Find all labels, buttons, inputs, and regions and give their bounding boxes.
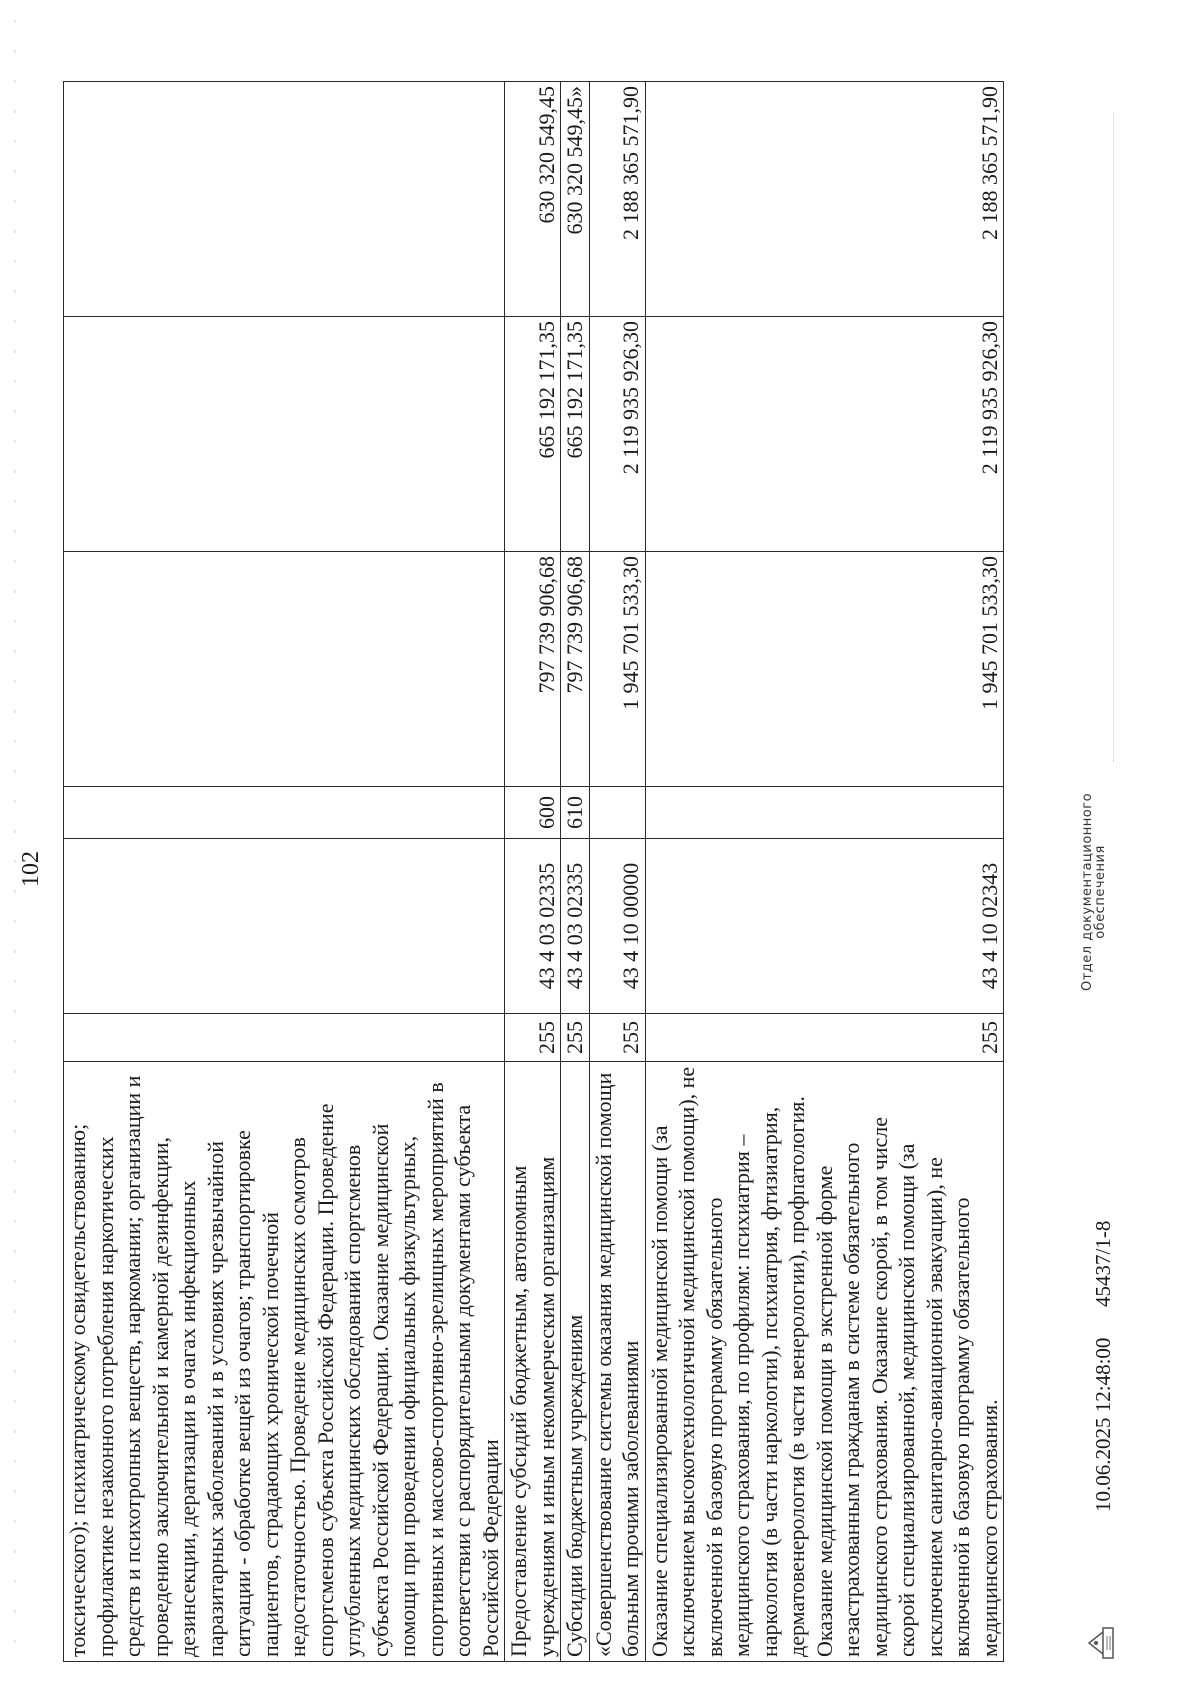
table-row <box>64 82 505 1662</box>
row-name: «Совершенствование системы оказания медицинской помощи больным прочими заболеваниями <box>589 1062 645 1662</box>
expense-type <box>64 787 505 839</box>
table-row <box>645 82 1004 1662</box>
target-article <box>64 839 505 1014</box>
document-code: 45437/1-8 <box>1091 1220 1115 1307</box>
amount-year-3: 2 188 365 571,90 <box>589 82 645 317</box>
expense-type <box>589 787 645 839</box>
ministry-code: 255 <box>589 1014 645 1062</box>
amount-year-2: 2 119 935 926,30 <box>645 317 1004 552</box>
amount-year-1: 1 945 701 533,30 <box>589 552 645 787</box>
ministry-code: 255 <box>645 1014 1004 1062</box>
amount-year-1: 797 739 906,68 <box>505 552 561 787</box>
page-number: 102 <box>18 851 44 887</box>
amount-year-3: 2 188 365 571,90 <box>645 82 1004 317</box>
page-footer <box>1073 82 1163 1662</box>
row-name: Субсидии бюджетным учреждениям <box>561 1062 590 1662</box>
department-line-1: Отдел документационного <box>1080 792 1095 992</box>
expense-type: 600 <box>505 787 561 839</box>
document-system-icon <box>1081 1624 1119 1662</box>
target-article: 43 4 10 00000 <box>589 839 645 1014</box>
scan-dotted-line <box>1113 112 1115 762</box>
table-row <box>589 82 645 1662</box>
target-article: 43 4 10 02343 <box>645 839 1004 1014</box>
budget-table <box>63 81 1004 1662</box>
amount-year-1 <box>64 552 505 787</box>
document-sheet <box>18 57 1178 1677</box>
row-name: Предоставление субсидий бюджетным, автономным учреждениям и иным некоммерческим организациям <box>505 1062 561 1662</box>
target-article: 43 4 03 02335 <box>505 839 561 1014</box>
ministry-code <box>64 1014 505 1062</box>
expense-type <box>645 787 1004 839</box>
row-name: Оказание специализированной медицинской помощи (за исключением высокотехнологичной медицинской помощи), не включенной в базовую программу обязательного медицинского страхования, по профилям: психиатрия – наркология (в части наркологии), психиатрия, фтизиатрия, дерматовенерология (в части венерологии), профпатология. Оказание медицинской помощи в экстренной форме незастрахованным гражданам в системе обязательного медицинского страхования. Оказание скорой, в том числе скорой специализированной, медицинской помощи (за исключением санитарно-авиационной эвакуации), не включенной в базовую программу обязательного медицинского страхования. <box>645 1062 1004 1662</box>
ministry-code: 255 <box>561 1014 590 1062</box>
department-line-2: обеспечения <box>1093 845 1108 939</box>
target-article: 43 4 03 02335 <box>561 839 590 1014</box>
amount-year-1: 797 739 906,68 <box>561 552 590 787</box>
amount-year-2: 665 192 171,35 <box>561 317 590 552</box>
amount-year-2: 2 119 935 926,30 <box>589 317 645 552</box>
expense-type: 610 <box>561 787 590 839</box>
table-row <box>561 82 590 1662</box>
amount-year-1: 1 945 701 533,30 <box>645 552 1004 787</box>
amount-year-3 <box>64 82 505 317</box>
amount-year-2 <box>64 317 505 552</box>
ministry-code: 255 <box>505 1014 561 1062</box>
department-stamp <box>1081 792 1107 992</box>
amount-year-3: 630 320 549,45 <box>505 82 561 317</box>
table-row <box>505 82 561 1662</box>
amount-year-3: 630 320 549,45» <box>561 82 590 317</box>
print-timestamp: 10.06.2025 12:48:00 <box>1091 1337 1115 1512</box>
scan-artifact <box>14 20 16 1670</box>
row-name: токсического); психиатрическому освидетельствованию; профилактике незаконного потребления наркотических средств и психотропных веществ, наркомании; организации и проведению заключительной и камерной дезинфекции, дезинсекции, дератизации в очагах инфекционных паразитарных заболеваний и в условиях чрезвычайной ситуации - обработке вещей из очагов; транспортировке пациентов, страдающих хронической почечной недостаточностью. Проведение медицинских осмотров спортсменов субъекта Российской Федерации. Проведение углубленных медицинских обследований спортсменов субъекта Российской Федерации. Оказание медицинской помощи при проведении официальных физкультурных, спортивных и массово-спортивно-зрелищных мероприятий в соответствии с распорядительными документами субъекта Российской Федерации <box>64 1062 505 1662</box>
amount-year-2: 665 192 171,35 <box>505 317 561 552</box>
